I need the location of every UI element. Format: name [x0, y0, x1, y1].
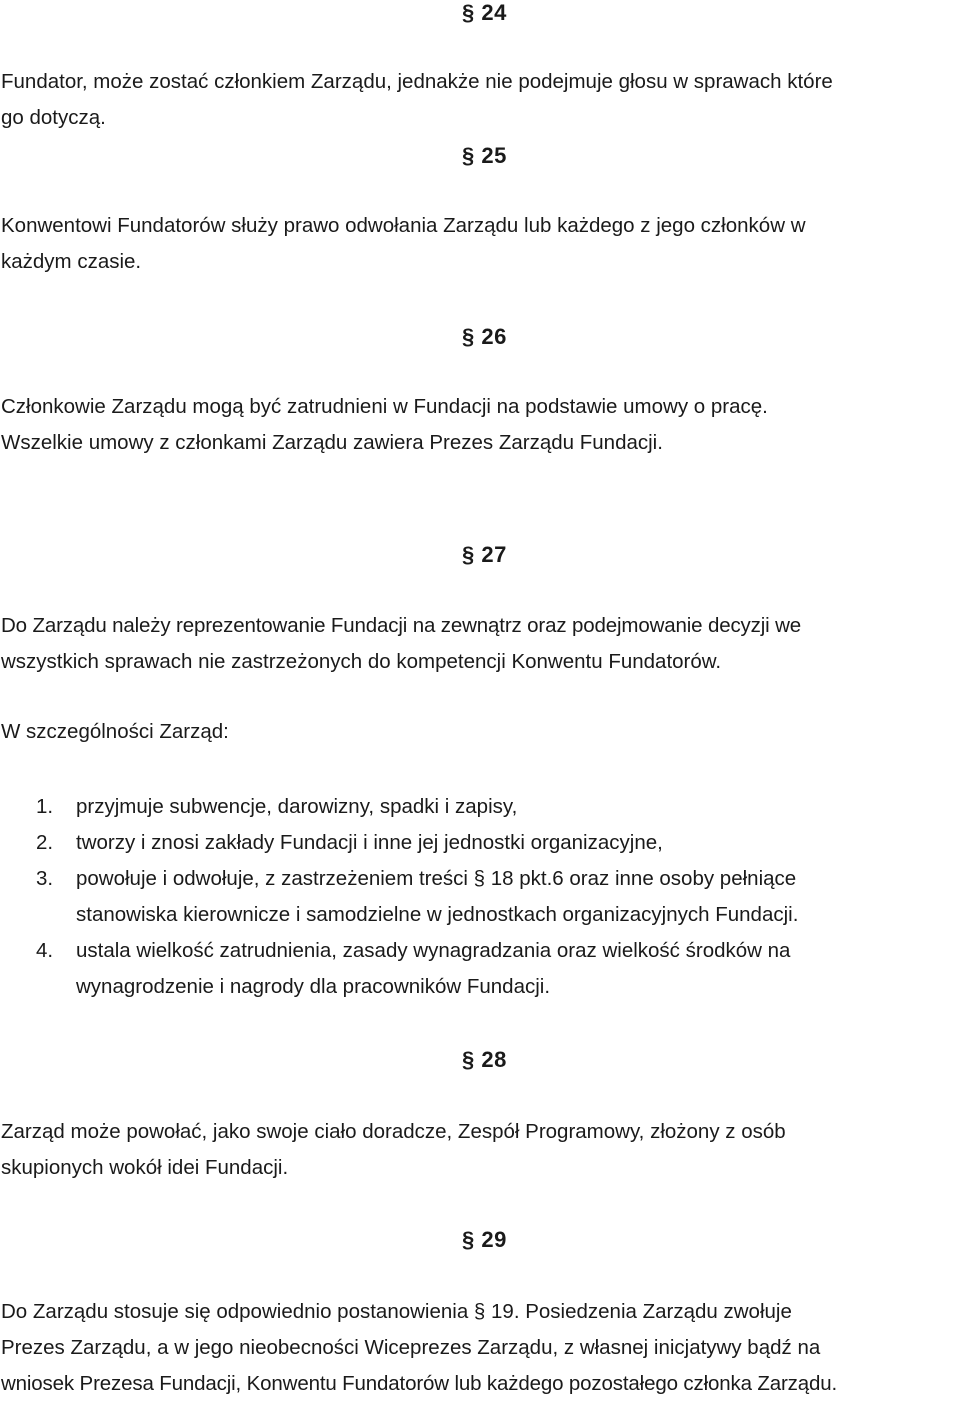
section-29-line-3: wniosek Prezesa Fundacji, Konwentu Fundatorów lub każdego pozostałego członka Zarządu.	[1, 1372, 838, 1395]
section-29-line-1: Do Zarządu stosuje się odpowiednio postanowienia § 19. Posiedzenia Zarządu zwołuje	[1, 1300, 792, 1323]
section-heading-24: § 24	[462, 0, 507, 25]
section-24-line-2: go dotyczą.	[1, 106, 106, 129]
section-29-line-2: Prezes Zarządu, a w jego nieobecności Wiceprezes Zarządu, z własnej inicjatywy bądź na	[1, 1336, 821, 1359]
list-item-text: powołuje i odwołuje, z zastrzeżeniem treści § 18 pkt.6 oraz inne osoby pełniące	[76, 867, 797, 890]
section-heading-25: § 25	[462, 143, 507, 168]
section-27-line-2: wszystkich sprawach nie zastrzeżonych do kompetencji Konwentu Fundatorów.	[1, 650, 722, 673]
list-item-text: wynagrodzenie i nagrody dla pracowników Fundacji.	[76, 975, 551, 998]
section-28-line-2: skupionych wokół idei Fundacji.	[1, 1156, 289, 1179]
section-heading-27: § 27	[462, 542, 507, 567]
section-heading-26: § 26	[462, 324, 507, 349]
section-25-line-2: każdym czasie.	[1, 250, 142, 273]
list-item-number: 4.	[36, 939, 54, 962]
list-item-number: 1.	[36, 795, 54, 818]
list-item-number: 3.	[36, 867, 54, 890]
section-25-line-1: Konwentowi Fundatorów służy prawo odwołania Zarządu lub każdego z jego członków w	[1, 214, 806, 237]
section-26-line-1: Członkowie Zarządu mogą być zatrudnieni w Fundacji na podstawie umowy o pracę.	[1, 395, 768, 418]
list-item-text: tworzy i znosi zakłady Fundacji i inne jej jednostki organizacyjne,	[76, 831, 663, 854]
section-24-line-1: Fundator, może zostać członkiem Zarządu, jednakże nie podejmuje głosu w sprawach które	[1, 70, 833, 93]
section-27-line-1: Do Zarządu należy reprezentowanie Fundacji na zewnątrz oraz podejmowanie decyzji we	[1, 614, 802, 637]
section-heading-28: § 28	[462, 1047, 507, 1072]
section-26-line-2: Wszelkie umowy z członkami Zarządu zawiera Prezes Zarządu Fundacji.	[1, 431, 663, 454]
list-item-number: 2.	[36, 831, 54, 854]
section-27-line-3: W szczególności Zarząd:	[1, 720, 229, 743]
list-item-text: stanowiska kierownicze i samodzielne w jednostkach organizacyjnych Fundacji.	[76, 903, 799, 926]
list-item-text: ustala wielkość zatrudnienia, zasady wynagradzania oraz wielkość środków na	[76, 939, 791, 962]
section-28-line-1: Zarząd może powołać, jako swoje ciało doradcze, Zespół Programowy, złożony z osób	[1, 1120, 786, 1143]
list-item-text: przyjmuje subwencje, darowizny, spadki i zapisy,	[76, 795, 518, 818]
section-heading-29: § 29	[462, 1227, 507, 1252]
